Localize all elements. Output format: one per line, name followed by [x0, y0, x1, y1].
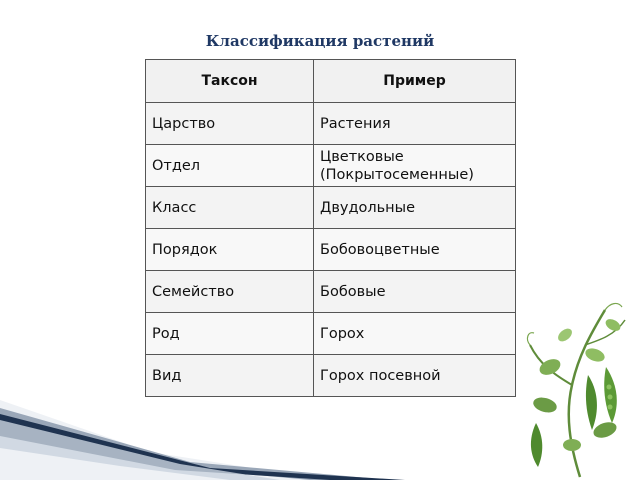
- table-row: [146, 187, 516, 229]
- decorative-ribbon: [0, 390, 420, 480]
- table-row: [146, 103, 516, 145]
- example-cell: Растения: [314, 103, 516, 145]
- table-header-row: [146, 60, 516, 103]
- example-cell: Бобовые: [314, 271, 516, 313]
- header-example: Пример: [314, 60, 516, 103]
- pea-plant-illustration: [510, 295, 640, 480]
- example-cell: Горох посевной: [314, 355, 516, 397]
- taxon-cell: Семейство: [146, 271, 314, 313]
- header-taxon: Таксон: [146, 60, 314, 103]
- example-cell: Цветковые (Покрытосеменные): [314, 145, 516, 187]
- page-title: Классификация растений: [205, 32, 435, 50]
- classification-table: [145, 59, 516, 397]
- taxon-cell: Вид: [146, 355, 314, 397]
- table-row: [146, 313, 516, 355]
- taxon-cell: Отдел: [146, 145, 314, 187]
- example-cell: Горох: [314, 313, 516, 355]
- taxon-cell: Род: [146, 313, 314, 355]
- table-row: [146, 271, 516, 313]
- example-cell: Двудольные: [314, 187, 516, 229]
- taxon-cell: Царство: [146, 103, 314, 145]
- table-row: [146, 229, 516, 271]
- example-cell: Бобовоцветные: [314, 229, 516, 271]
- taxon-cell: Класс: [146, 187, 314, 229]
- taxon-cell: Порядок: [146, 229, 314, 271]
- table-row: [146, 145, 516, 187]
